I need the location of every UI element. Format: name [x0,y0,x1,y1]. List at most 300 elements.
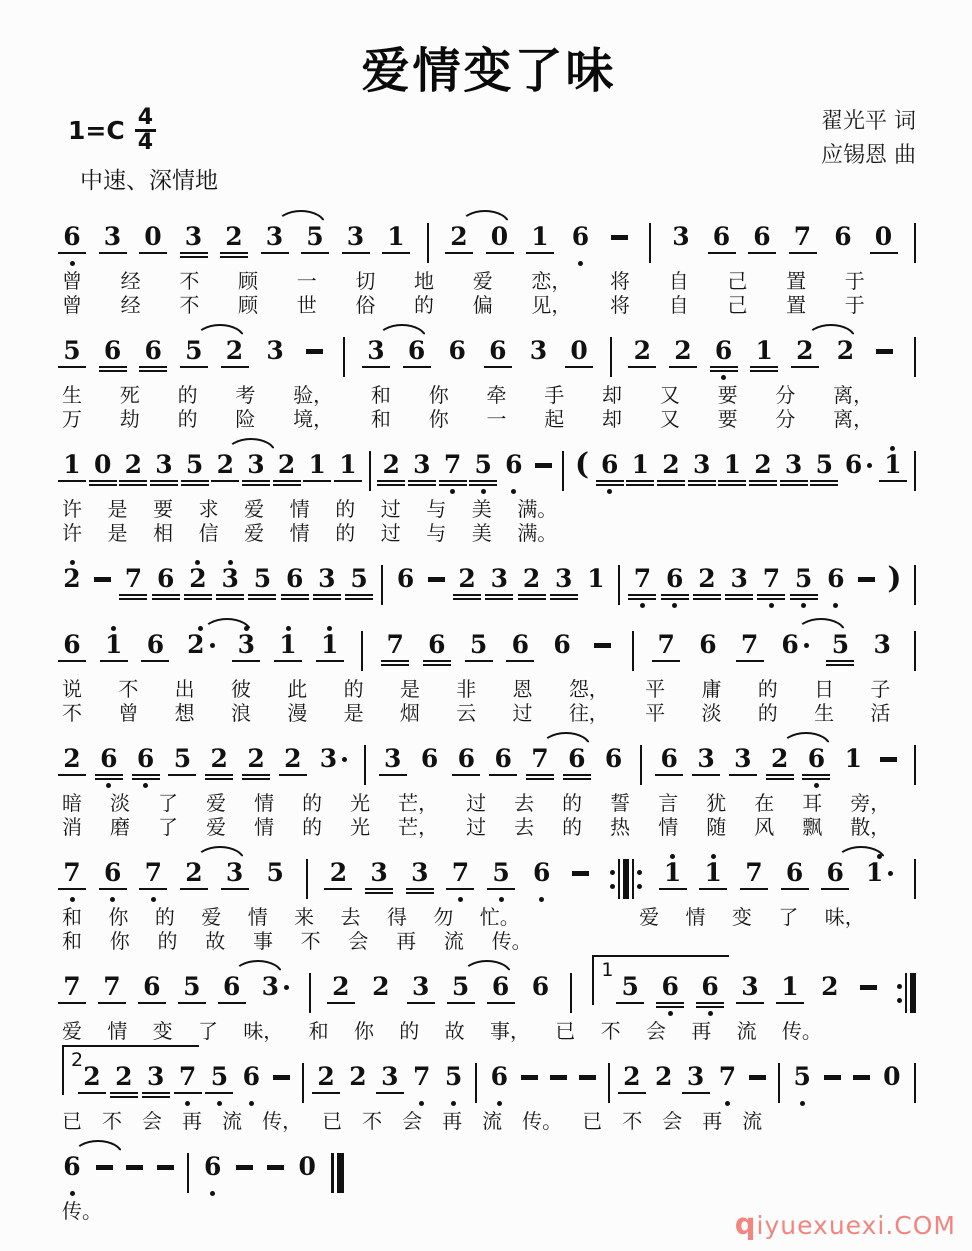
underline-beam [447,1002,475,1004]
note [457,551,477,611]
note [262,959,289,1019]
note-number: 1 [279,630,297,659]
lyric-syllable: 情 [107,1019,128,1043]
octave-dot-icon [640,603,645,608]
barline [381,565,383,605]
underline-beam [220,256,248,258]
underline-beam [58,252,86,254]
lyric-line [62,407,873,431]
lyric-syllable: 故 [444,1019,465,1043]
lyric-syllable: 流 [482,1109,503,1133]
underline-beam [406,892,434,894]
underline-beam [316,660,344,662]
underline-beam [669,366,697,368]
note-number: 6 [489,336,507,365]
underline-beam [485,598,513,600]
barline [914,451,916,491]
underline-beam [688,480,716,482]
lyric-syllable: 是 [107,521,128,545]
watermark: qiyuexuexi.COM [734,1207,956,1241]
underline-beam [221,888,249,890]
underline-beam [377,480,405,482]
octave-dot-icon [578,261,583,266]
note [833,209,853,269]
note-number: 2 [124,450,143,479]
note [305,209,325,269]
note [320,617,340,677]
note [792,1049,812,1109]
underline-beam [205,1092,233,1094]
underline-beam [628,594,656,596]
repeat-begin-barline [610,859,642,899]
lyric-syllable: 和 [370,407,391,431]
underline-beam [484,366,512,368]
underline-beam [205,774,233,776]
lyric-syllable: 往， [568,701,609,725]
note-number: 2 [210,744,228,773]
octave-dot-icon [419,1101,424,1106]
note-number: 7 [740,630,759,659]
underline-beam [710,366,738,368]
lyric-syllable: 已 [322,1109,343,1133]
barline [475,1063,477,1103]
lyric-syllable: 非 [456,677,477,701]
underline-beam [465,660,493,662]
underline-beam [657,484,685,486]
note-number: 7 [63,858,81,887]
note-number: 0 [570,336,588,365]
underline-beam [661,594,689,596]
lyric-syllable: 情 [289,497,310,521]
underline-beam [725,594,753,596]
underline-beam [749,480,777,482]
dash-icon [535,463,552,468]
lyric-syllable: 活 [870,701,891,725]
underline-beam [469,484,497,486]
note [826,551,846,611]
underline-beam [446,888,474,890]
lyric-syllable: 淡 [110,791,131,815]
underline-beam [379,774,407,776]
volta-bracket [62,1049,84,1107]
octave-dot-icon [210,1191,215,1196]
octave-dot-icon [70,897,75,902]
note-number: 6 [531,972,550,1001]
note-number: 7 [412,1062,431,1091]
octave-dot-icon [814,783,819,788]
note-number: 6 [143,972,161,1001]
underline-beam [750,366,778,368]
lyric-syllable: 信 [198,521,219,545]
lyric-syllable: 散， [850,815,891,839]
lyric-syllable: 去 [340,905,361,929]
note [714,323,734,383]
lyric-syllable: 再 [702,1109,723,1133]
underline-beam [725,598,753,600]
note [143,323,163,383]
underline-beam [152,594,180,596]
note-number: 5 [63,336,81,365]
note [729,551,749,611]
note-number: 3 [381,1062,399,1091]
dash-icon [157,1165,174,1170]
note [447,323,467,383]
dash-icon [428,577,445,582]
underline-beam [142,1096,170,1098]
note-number: 5 [815,450,833,479]
lyric-syllable: 此 [287,677,308,701]
dash-icon [236,1165,253,1170]
note-number: 1 [63,450,81,479]
lyric-syllable: 自 [668,269,689,293]
note [744,845,764,905]
lyric-syllable: 许 [62,521,82,545]
note-number: 3 [692,450,711,479]
barline [343,337,345,377]
music-system [62,323,916,431]
note [278,617,298,677]
note [793,209,813,269]
lyric-syllable: 庸 [701,677,722,701]
lyric-syllable: 传， [262,1109,303,1133]
note-number: 6 [701,972,719,1001]
note [82,1049,102,1109]
music-system [62,209,916,317]
note-number: 2 [770,744,789,773]
note-number: 3 [672,222,690,251]
lyric-syllable: 光 [350,815,371,839]
underline-beam [487,1002,515,1004]
dash-icon [749,1075,766,1080]
lyric-syllable: 子 [870,677,891,701]
underline-beam [781,888,809,890]
lyric-syllable: 和 [62,929,82,953]
lyric-syllable: 过 [380,521,401,545]
lyric-syllable: 的 [302,815,323,839]
note [265,323,285,383]
note [145,617,165,677]
music-system [62,959,916,1043]
lyric-line [62,269,865,293]
underline-beam [376,1092,404,1094]
note [62,959,82,1019]
note-number: 6 [420,744,439,773]
underline-beam [216,594,244,596]
note-number: 3 [319,744,338,773]
lyric-syllable: 是 [343,701,364,725]
note-number: 6 [285,564,304,593]
underline-beam [879,480,907,482]
underline-beam [780,484,808,486]
lyric-syllable: 不 [102,1109,123,1133]
lyric-syllable: 会 [402,1109,423,1133]
note [712,209,732,269]
rest-note [882,1049,902,1109]
note-number: 3 [266,336,284,365]
underline-beam [150,480,178,482]
octave-dot-icon [185,1101,190,1106]
note-number: 3 [413,450,431,479]
lyric-syllable: 传。 [781,1019,822,1043]
note-number: 3 [411,858,429,887]
tempo-marking: 中速、深情地 [80,168,218,194]
note [62,323,82,383]
rest-note [297,1139,317,1199]
note [328,845,348,905]
underline-beam [274,660,302,662]
lyric-syllable: 与 [426,521,447,545]
note [825,845,845,905]
underline-beam [453,594,481,596]
underline-beam [377,484,405,486]
lyric-syllable: 你 [428,407,449,431]
dash-icon [126,1165,143,1170]
underline-beam [365,892,393,894]
note [794,551,814,611]
lyric-syllable: 手 [544,383,565,407]
underline-beam [139,370,167,372]
note [752,209,772,269]
underline-beam [810,480,838,482]
note [184,323,204,383]
augmentation-dot-icon [284,985,289,990]
dash-icon [96,1165,113,1170]
note-number: 2 [63,744,81,773]
lyric-syllable: 了 [197,1019,218,1043]
underline-beam [313,594,341,596]
octave-dot-icon [70,1191,75,1196]
note-number: 1 [321,630,339,659]
octave-dot-icon [668,1011,673,1016]
lyric-syllable: 是 [399,677,420,701]
note [686,1049,706,1109]
notation-line [62,551,916,611]
note [203,1139,223,1199]
note [795,323,815,383]
underline-beam [365,888,393,890]
barline [640,745,642,785]
note [671,209,691,269]
lyric-syllable: 顾 [238,293,259,317]
octave-dot-icon [539,897,544,902]
note-number: 2 [329,858,348,887]
octave-dot-icon [833,603,838,608]
underline-beam [273,480,301,482]
note-number: 7 [443,450,462,479]
lyric-syllable: 传。 [522,1109,563,1133]
underline-beam [802,778,830,780]
underline-beam [152,598,180,600]
underline-beam [150,484,178,486]
octave-dot-icon [497,1101,502,1106]
note-number: 3 [784,450,803,479]
note-number: 2 [349,1062,367,1091]
underline-beam [729,774,757,776]
lyric-syllable: 世 [296,293,317,317]
note-number: 6 [834,222,852,251]
lyric-syllable: 耳 [802,791,823,815]
underline-beam [408,480,436,482]
note [420,731,440,791]
note [567,731,587,791]
note-number: 2 [372,972,390,1001]
lyric-syllable: 己 [727,269,748,293]
octave-dot-icon [481,489,486,494]
note-number: 0 [93,450,112,479]
lyric-syllable: 的 [154,905,175,929]
note-number: 6 [242,1062,261,1091]
underline-beam [718,484,746,486]
underline-beam [139,252,167,254]
note-number: 6 [491,972,510,1001]
note-number: 7 [657,630,675,659]
note-number: 2 [115,1062,133,1091]
lyric-syllable: 会 [348,929,369,953]
note-number: 6 [505,450,523,479]
lyric-syllable: 爱 [472,269,493,293]
note [209,731,229,791]
dash-icon [550,1075,567,1080]
lyric-syllable: 情 [247,905,268,929]
underline-beam [655,774,683,776]
underline-beam [628,366,656,368]
note [104,617,124,677]
note [383,731,403,791]
underline-beam [485,594,513,596]
octave-dot-icon [458,897,463,902]
key-time-block [68,107,156,155]
lyric-syllable: 去 [514,791,535,815]
lyric-syllable: 劫 [119,407,140,431]
octave-dot-icon [106,783,111,788]
note-number: 3 [318,564,336,593]
note-number: 1 [755,336,773,365]
credits-block [821,105,916,173]
note [604,731,624,791]
repeat-end-barline [897,973,916,1013]
note-number: 2 [522,564,541,593]
note-number: 2 [754,450,772,479]
octave-dot-icon [607,489,612,494]
lyric-syllable: 你 [108,905,129,929]
music-system [62,1049,916,1133]
underline-beam [789,252,817,254]
note [62,1139,82,1199]
lyric-syllable: 你 [353,1019,374,1043]
note [830,617,850,677]
note [784,437,804,497]
notation-line [62,1049,916,1109]
note-number: 6 [494,744,512,773]
augmentation-dot-icon [210,643,215,648]
lyric-syllable: 的 [399,1019,420,1043]
lyric-syllable: 曾 [62,269,82,293]
underline-beam [699,888,727,890]
note-number: 2 [247,744,265,773]
lyric-syllable: 一 [486,407,507,431]
lyric-syllable: 地 [414,269,435,293]
note [346,209,366,269]
lyric-syllable: 于 [844,293,865,317]
lyricist-credit: 翟光平 词 [821,109,916,134]
note [185,437,205,497]
note [62,731,82,791]
note [285,551,305,611]
note-number: 7 [178,1062,197,1091]
underline-beam [58,480,86,482]
barline [302,1063,304,1103]
lyric-syllable: 磨 [110,815,131,839]
lyric-syllable: 来 [294,905,315,929]
note [630,437,650,497]
dash-icon [579,1075,596,1080]
underline-beam [312,1092,340,1094]
final-barline [331,1153,344,1193]
barline [618,565,620,605]
underline-beam [693,594,721,596]
note [632,551,652,611]
note-number: 6 [63,222,81,251]
underline-beam [407,1002,435,1004]
note [451,959,471,1019]
barline [914,1063,916,1103]
underline-beam [110,1092,138,1094]
notation-line [62,959,916,1019]
underline-beam [718,480,746,482]
lyric-syllable: 顾 [238,269,259,293]
dash-icon [611,235,628,240]
note [530,959,550,1019]
note [781,617,808,677]
lyric-syllable: 满。 [517,497,558,521]
volta-bracket-line: 2 [62,1045,199,1095]
lyric-syllable: 的 [177,407,198,431]
dash-icon [594,643,611,648]
note-number: 6 [511,630,530,659]
note-number: 6 [448,336,466,365]
octave-dot-icon [800,1101,805,1106]
lyric-syllable: 验， [293,383,334,407]
underline-beam [550,598,578,600]
note-number: 2 [63,564,81,593]
note [411,959,431,1019]
rest-note [143,209,163,269]
lyric-syllable: 自 [668,293,689,317]
note-number: 2 [216,450,234,479]
lyric-syllable: 过 [466,815,487,839]
lyric-syllable: 与 [426,497,447,521]
lyric-syllable: 的 [157,929,178,953]
note [246,437,266,497]
note [412,1049,432,1109]
volta-bracket [592,959,614,1017]
underline-beam [565,366,593,368]
note [184,845,204,905]
lyric-syllable: 飘 [802,815,823,839]
octave-dot-icon [637,870,642,875]
barline [570,973,572,1013]
note [265,845,285,905]
lyric-line [62,497,557,521]
note [620,959,640,1019]
underline-beam [423,660,451,662]
lyric-syllable: 再 [182,1109,203,1133]
underline-beam [58,1002,86,1004]
note-number: 7 [386,630,404,659]
underline-beam [757,594,785,596]
note [473,437,493,497]
note-number: 3 [686,1062,705,1091]
